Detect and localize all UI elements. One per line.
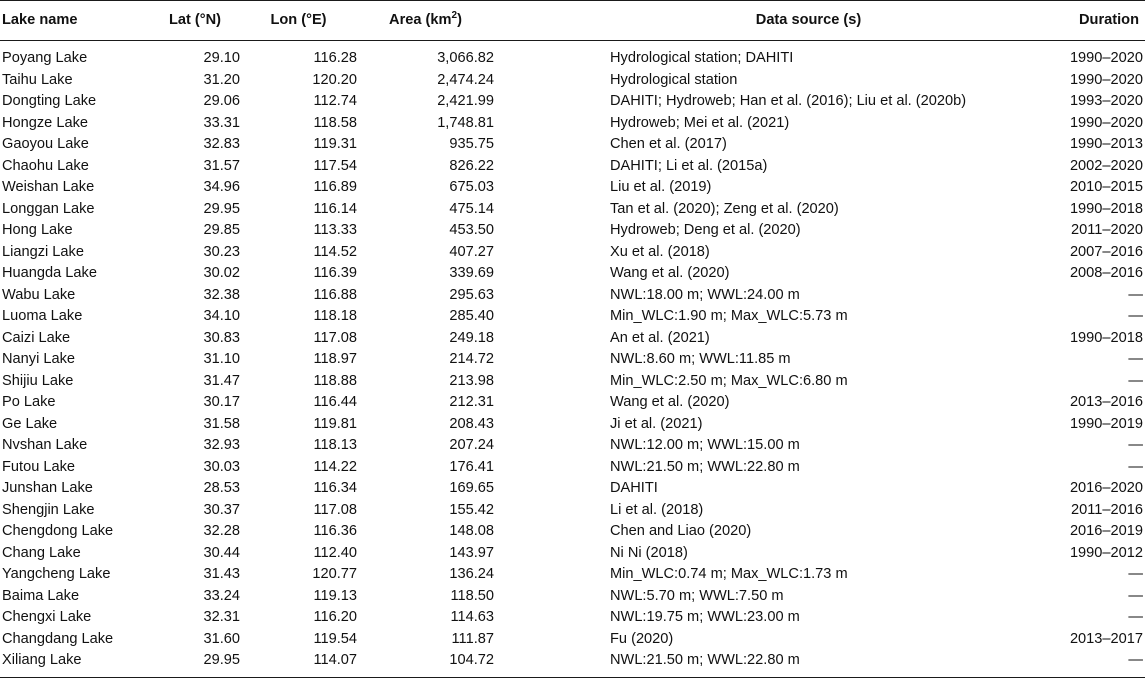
lat-cell: 33.31 <box>203 114 240 131</box>
lat-cell: 32.28 <box>203 523 240 539</box>
lat-cell: 31.10 <box>203 351 240 367</box>
data-source-cell: Hydroweb; Mei et al. (2021) <box>610 114 790 131</box>
table-row <box>0 521 1145 543</box>
lake-name-cell: Ge Lake <box>2 415 58 432</box>
table-row <box>0 177 1145 199</box>
duration-cell: — <box>1128 652 1143 668</box>
table-row <box>0 349 1145 371</box>
lon-cell: 120.20 <box>312 71 357 88</box>
area-cell: 2,421.99 <box>437 93 494 109</box>
data-source-cell: Wang et al. (2020) <box>610 265 730 281</box>
data-source-cell: Wang et al. (2020) <box>610 394 730 410</box>
table-row <box>0 629 1145 651</box>
lat-cell: 32.93 <box>203 437 240 453</box>
duration-cell: 1990–2018 <box>1069 329 1143 346</box>
duration-cell: 2013–2017 <box>1069 630 1143 647</box>
lon-cell: 118.97 <box>313 351 357 367</box>
data-source-cell: NWL:12.00 m; WWL:15.00 m <box>610 437 800 453</box>
table-row <box>0 500 1145 522</box>
lat-cell: 31.58 <box>203 415 240 432</box>
spacer-cell <box>494 500 610 522</box>
duration-cell: — <box>1128 437 1143 453</box>
spacer-cell <box>494 414 610 436</box>
duration-cell: 2013–2016 <box>1069 394 1143 410</box>
lat-cell: 30.23 <box>203 243 240 260</box>
duration-cell: 1990–2020 <box>1069 50 1143 66</box>
table-row <box>0 134 1145 156</box>
area-cell: 169.65 <box>449 480 494 496</box>
lat-cell: 30.44 <box>203 544 240 561</box>
area-cell: 114.63 <box>450 609 494 625</box>
duration-cell: 1993–2020 <box>1069 93 1143 109</box>
duration-cell: — <box>1128 566 1143 582</box>
area-cell: 207.24 <box>449 437 494 453</box>
lat-cell: 29.06 <box>203 93 240 109</box>
lon-cell: 119.31 <box>313 136 357 152</box>
lat-cell: 29.95 <box>203 200 240 217</box>
lake-name-cell: Xiliang Lake <box>2 652 82 668</box>
data-source-cell: Hydroweb; Deng et al. (2020) <box>610 222 801 238</box>
lake-name-cell: Hong Lake <box>2 222 73 238</box>
data-source-cell: Min_WLC:1.90 m; Max_WLC:5.73 m <box>610 308 848 324</box>
data-source-cell: An et al. (2021) <box>610 329 710 346</box>
spacer-cell <box>494 285 610 307</box>
duration-cell: 2010–2015 <box>1069 179 1143 195</box>
area-cell: 285.40 <box>449 308 494 324</box>
table-body <box>0 40 1145 672</box>
spacer-cell <box>494 134 610 156</box>
lat-cell: 30.02 <box>203 265 240 281</box>
data-source-cell: Li et al. (2018) <box>610 501 704 518</box>
spacer-cell <box>494 371 610 393</box>
lon-cell: 114.52 <box>313 243 357 260</box>
lat-cell: 31.43 <box>203 566 240 582</box>
duration-cell: 1990–2018 <box>1069 200 1143 217</box>
table-row <box>0 478 1145 500</box>
lon-cell: 113.33 <box>313 222 357 238</box>
lon-cell: 118.58 <box>313 114 357 131</box>
area-cell: 111.87 <box>451 630 494 647</box>
spacer-cell <box>494 40 610 70</box>
table-row <box>0 40 1145 70</box>
spacer-cell <box>494 113 610 135</box>
header-area <box>357 0 494 40</box>
lake-name-cell: Shijiu Lake <box>2 372 74 389</box>
spacer-cell <box>494 177 610 199</box>
lake-name-cell: Weishan Lake <box>2 179 95 195</box>
table-row <box>0 220 1145 242</box>
duration-cell: 2007–2016 <box>1069 243 1143 260</box>
data-source-cell: Chen and Liao (2020) <box>610 523 752 539</box>
data-source-cell: NWL:19.75 m; WWL:23.00 m <box>610 609 800 625</box>
lon-cell: 120.77 <box>312 566 357 582</box>
data-source-cell: NWL:21.50 m; WWL:22.80 m <box>610 652 800 668</box>
duration-cell: — <box>1128 587 1143 604</box>
duration-cell: 2011–2016 <box>1071 501 1143 518</box>
lake-name-cell: Gaoyou Lake <box>2 136 89 152</box>
lat-cell: 28.53 <box>203 480 240 496</box>
lon-cell: 118.18 <box>313 308 357 324</box>
spacer-cell <box>494 478 610 500</box>
lake-name-cell: Chaohu Lake <box>2 157 89 174</box>
area-cell: 176.41 <box>449 458 494 475</box>
spacer-cell <box>494 306 610 328</box>
spacer-cell <box>494 156 610 178</box>
table-bottom-rule <box>0 677 1145 678</box>
lake-name-cell: Chengdong Lake <box>2 523 114 539</box>
data-source-cell: Hydrological station; DAHITI <box>610 50 794 66</box>
duration-cell: — <box>1128 609 1143 625</box>
header-data-source: Data source (s) <box>755 12 862 28</box>
lat-cell: 32.31 <box>203 609 240 625</box>
lon-cell: 118.88 <box>313 372 357 389</box>
duration-cell: 2011–2020 <box>1071 222 1143 238</box>
lat-cell: 30.37 <box>203 501 240 518</box>
data-source-cell: Ji et al. (2021) <box>610 415 703 432</box>
lon-cell: 116.89 <box>313 179 357 195</box>
lat-cell: 29.10 <box>203 50 240 66</box>
area-cell: 675.03 <box>449 179 494 195</box>
table-row <box>0 306 1145 328</box>
header-lake-name: Lake name <box>2 12 78 28</box>
area-cell: 295.63 <box>449 286 494 303</box>
lon-cell: 112.74 <box>313 93 357 109</box>
lon-cell: 119.54 <box>313 630 357 647</box>
spacer-cell <box>494 70 610 92</box>
lake-name-cell: Huangda Lake <box>2 265 97 281</box>
spacer-cell <box>494 392 610 414</box>
spacer-cell <box>494 91 610 113</box>
spacer-cell <box>494 607 610 629</box>
area-cell: 339.69 <box>449 265 494 281</box>
lon-cell: 116.28 <box>313 50 357 66</box>
lon-cell: 117.08 <box>313 501 357 518</box>
header-area-close: ) <box>457 12 462 28</box>
lake-name-cell: Poyang Lake <box>2 50 88 66</box>
data-source-cell: NWL:18.00 m; WWL:24.00 m <box>610 286 800 303</box>
data-source-cell: NWL:21.50 m; WWL:22.80 m <box>610 458 800 475</box>
spacer-cell <box>494 349 610 371</box>
data-source-cell: Chen et al. (2017) <box>610 136 727 152</box>
lon-cell: 116.36 <box>313 523 357 539</box>
area-cell: 143.97 <box>449 544 494 561</box>
lat-cell: 31.60 <box>203 630 240 647</box>
area-cell: 3,066.82 <box>437 50 494 66</box>
lat-cell: 32.38 <box>203 286 240 303</box>
table-row <box>0 328 1145 350</box>
lake-name-cell: Hongze Lake <box>2 114 89 131</box>
lake-name-cell: Taihu Lake <box>2 71 73 88</box>
lon-cell: 116.88 <box>313 286 357 303</box>
table-header-row <box>0 0 1145 40</box>
lat-cell: 31.47 <box>203 372 240 389</box>
duration-cell: 1990–2019 <box>1069 415 1143 432</box>
spacer-cell <box>494 543 610 565</box>
area-cell: 213.98 <box>449 372 494 389</box>
duration-cell: — <box>1128 308 1143 324</box>
spacer-cell <box>494 328 610 350</box>
data-source-cell: Xu et al. (2018) <box>610 243 710 260</box>
lat-cell: 33.24 <box>203 587 240 604</box>
lake-name-cell: Changdang Lake <box>2 630 114 647</box>
data-source-cell: NWL:8.60 m; WWL:11.85 m <box>610 351 791 367</box>
lon-cell: 116.20 <box>313 609 357 625</box>
lon-cell: 117.54 <box>313 157 357 174</box>
area-cell: 155.42 <box>449 501 494 518</box>
lake-name-cell: Baima Lake <box>2 587 80 604</box>
lat-cell: 34.96 <box>203 179 240 195</box>
lon-cell: 119.13 <box>313 587 357 604</box>
area-cell: 208.43 <box>449 415 494 432</box>
lake-name-cell: Wabu Lake <box>2 286 76 303</box>
lake-name-cell: Nanyi Lake <box>2 351 76 367</box>
spacer-cell <box>494 650 610 672</box>
lake-name-cell: Nvshan Lake <box>2 437 88 453</box>
data-source-cell: Liu et al. (2019) <box>610 179 712 195</box>
data-source-cell: DAHITI; Li et al. (2015a) <box>610 157 768 174</box>
lake-name-cell: Junshan Lake <box>2 480 93 496</box>
lat-cell: 31.20 <box>203 71 240 88</box>
header-spacer <box>494 0 610 40</box>
spacer-cell <box>494 199 610 221</box>
area-cell: 249.18 <box>449 329 494 346</box>
lake-name-cell: Futou Lake <box>2 458 76 475</box>
lat-cell: 30.83 <box>203 329 240 346</box>
data-source-cell: DAHITI <box>610 480 658 496</box>
table-row <box>0 457 1145 479</box>
lake-name-cell: Luoma Lake <box>2 308 83 324</box>
table-row <box>0 414 1145 436</box>
data-source-cell: Min_WLC:2.50 m; Max_WLC:6.80 m <box>610 372 848 389</box>
spacer-cell <box>494 242 610 264</box>
duration-cell: — <box>1128 286 1143 303</box>
spacer-cell <box>494 263 610 285</box>
duration-cell: 1990–2020 <box>1069 71 1143 88</box>
area-cell: 118.50 <box>450 587 494 604</box>
data-source-cell: NWL:5.70 m; WWL:7.50 m <box>610 587 784 604</box>
table-row <box>0 435 1145 457</box>
lake-name-cell: Chang Lake <box>2 544 81 561</box>
spacer-cell <box>494 564 610 586</box>
area-cell: 136.24 <box>449 566 494 582</box>
lon-cell: 116.34 <box>313 480 357 496</box>
duration-cell: 2016–2019 <box>1069 523 1143 539</box>
table-row <box>0 263 1145 285</box>
data-source-cell: Ni Ni (2018) <box>610 544 688 561</box>
table-row <box>0 371 1145 393</box>
lat-cell: 29.95 <box>203 652 240 668</box>
lon-cell: 119.81 <box>313 415 357 432</box>
lat-cell: 30.17 <box>203 394 240 410</box>
data-source-cell: Fu (2020) <box>610 630 674 647</box>
lake-name-cell: Po Lake <box>2 394 56 410</box>
data-source-cell: Tan et al. (2020); Zeng et al. (2020) <box>610 200 839 217</box>
spacer-cell <box>494 521 610 543</box>
table-row <box>0 543 1145 565</box>
table-row <box>0 91 1145 113</box>
spacer-cell <box>494 586 610 608</box>
spacer-cell <box>494 220 610 242</box>
area-cell: 826.22 <box>449 157 494 174</box>
table-row <box>0 586 1145 608</box>
header-lon: Lon (°E) <box>270 12 327 28</box>
duration-cell: — <box>1128 458 1143 475</box>
table-row <box>0 564 1145 586</box>
lon-cell: 117.08 <box>313 329 357 346</box>
table-row <box>0 285 1145 307</box>
spacer-cell <box>494 629 610 651</box>
lat-cell: 30.03 <box>203 458 240 475</box>
lat-cell: 31.57 <box>203 157 240 174</box>
area-cell: 935.75 <box>449 136 494 152</box>
data-source-cell: Hydrological station <box>610 71 738 88</box>
duration-cell: 2002–2020 <box>1069 157 1143 174</box>
duration-cell: 2008–2016 <box>1069 265 1143 281</box>
lat-cell: 34.10 <box>203 308 240 324</box>
area-cell: 2,474.24 <box>437 71 494 88</box>
area-cell: 475.14 <box>449 200 494 217</box>
header-lat: Lat (°N) <box>168 12 222 28</box>
lon-cell: 116.14 <box>313 200 357 217</box>
data-source-cell: Min_WLC:0.74 m; Max_WLC:1.73 m <box>610 566 848 582</box>
lake-name-cell: Liangzi Lake <box>2 243 84 260</box>
header-area-text: Area (km <box>389 12 452 28</box>
lon-cell: 118.13 <box>313 437 357 453</box>
area-cell: 407.27 <box>449 243 494 260</box>
lat-cell: 29.85 <box>203 222 240 238</box>
lon-cell: 114.22 <box>313 458 357 475</box>
lon-cell: 112.40 <box>313 544 357 561</box>
lake-name-cell: Yangcheng Lake <box>2 566 111 582</box>
area-cell: 104.72 <box>449 652 494 668</box>
data-source-cell: DAHITI; Hydroweb; Han et al. (2016); Liu et al. (2020b) <box>610 93 967 109</box>
lon-cell: 116.44 <box>313 394 357 410</box>
table-row <box>0 607 1145 629</box>
table-row <box>0 242 1145 264</box>
spacer-cell <box>494 435 610 457</box>
lake-name-cell: Longgan Lake <box>2 200 95 217</box>
lon-cell: 114.07 <box>313 652 357 668</box>
duration-cell: — <box>1128 351 1143 367</box>
duration-cell: 2016–2020 <box>1069 480 1143 496</box>
table-row <box>0 650 1145 672</box>
table-row <box>0 113 1145 135</box>
spacer-cell <box>494 457 610 479</box>
lat-cell: 32.83 <box>203 136 240 152</box>
area-cell: 214.72 <box>449 351 494 367</box>
duration-cell: 1990–2020 <box>1069 114 1143 131</box>
lon-cell: 116.39 <box>313 265 357 281</box>
lake-name-cell: Caizi Lake <box>2 329 71 346</box>
table-row <box>0 70 1145 92</box>
area-cell: 212.31 <box>449 394 494 410</box>
header-area-sup: 2 <box>451 10 458 22</box>
lake-name-cell: Dongting Lake <box>2 93 97 109</box>
table-row <box>0 199 1145 221</box>
area-cell: 1,748.81 <box>437 114 494 131</box>
area-cell: 453.50 <box>449 222 494 238</box>
lake-name-cell: Shengjin Lake <box>2 501 95 518</box>
duration-cell: 1990–2013 <box>1069 136 1143 152</box>
area-cell: 148.08 <box>449 523 494 539</box>
lake-name-cell: Chengxi Lake <box>2 609 92 625</box>
duration-cell: 1990–2012 <box>1069 544 1143 561</box>
duration-cell: — <box>1128 372 1143 389</box>
table-row <box>0 156 1145 178</box>
header-duration: Duration <box>1079 12 1139 28</box>
table-row <box>0 392 1145 414</box>
